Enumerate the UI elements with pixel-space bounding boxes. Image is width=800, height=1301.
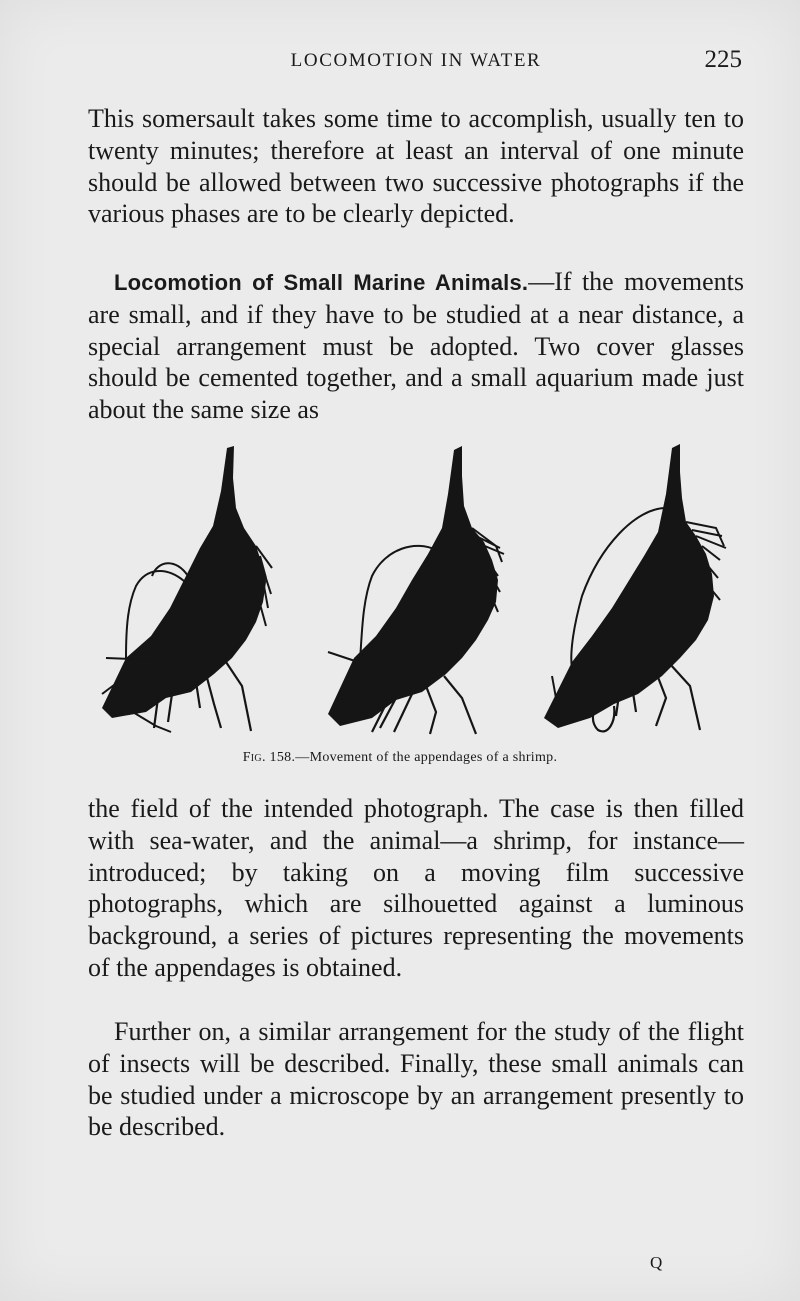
shrimp-silhouette-3 bbox=[544, 444, 726, 731]
running-head bbox=[90, 42, 742, 78]
shrimp-silhouette-2 bbox=[328, 446, 504, 734]
paragraph-text: —If the movements are small, and if they have to be studied at a near distance, a special arrangement must be adopted. Two cover glasses should be cemented together, and a small aquarium made just about the same size as bbox=[88, 267, 744, 425]
page-number: 225 bbox=[704, 46, 742, 73]
figure-caption-text: —Movement of the appendages of a shrimp. bbox=[295, 750, 558, 765]
paragraph-somersault bbox=[88, 103, 744, 230]
paragraph-text: This somersault takes some time to accomplish, usually ten to twenty minutes; therefore at least an interval of one minute should be allowed between two successive photographs if the various phases are to be clearly depicted. bbox=[88, 104, 744, 229]
shrimp-figure bbox=[96, 436, 736, 736]
shrimp-silhouette-1 bbox=[102, 446, 272, 732]
shrimp-silhouettes-illustration bbox=[96, 436, 736, 736]
section-heading: Locomotion of Small Marine Animals. bbox=[114, 270, 529, 295]
paragraph-small-marine-animals bbox=[88, 266, 744, 426]
figure-label: Fig. 158. bbox=[242, 750, 296, 765]
paragraph-text: the field of the intended photograph. The case is then filled with sea-water, and the animal—a shrimp, for instance—introduced; by taking on a moving film successive photographs, which are silhouetted against a luminous background, a series of pictures representing the movements of the appendages is obtained. bbox=[88, 794, 744, 982]
paragraph-text: Further on, a similar arrangement for the study of the flight of insects will be described. Finally, these small animals can be studied under a microscope by an arrangement presently to be described. bbox=[88, 1017, 744, 1142]
paragraph-field-photograph bbox=[88, 793, 744, 984]
signature-mark: Q bbox=[650, 1253, 663, 1272]
figure-caption bbox=[0, 750, 800, 766]
paragraph-further-on bbox=[88, 1016, 744, 1143]
running-title: LOCOMOTION IN WATER bbox=[290, 50, 542, 71]
